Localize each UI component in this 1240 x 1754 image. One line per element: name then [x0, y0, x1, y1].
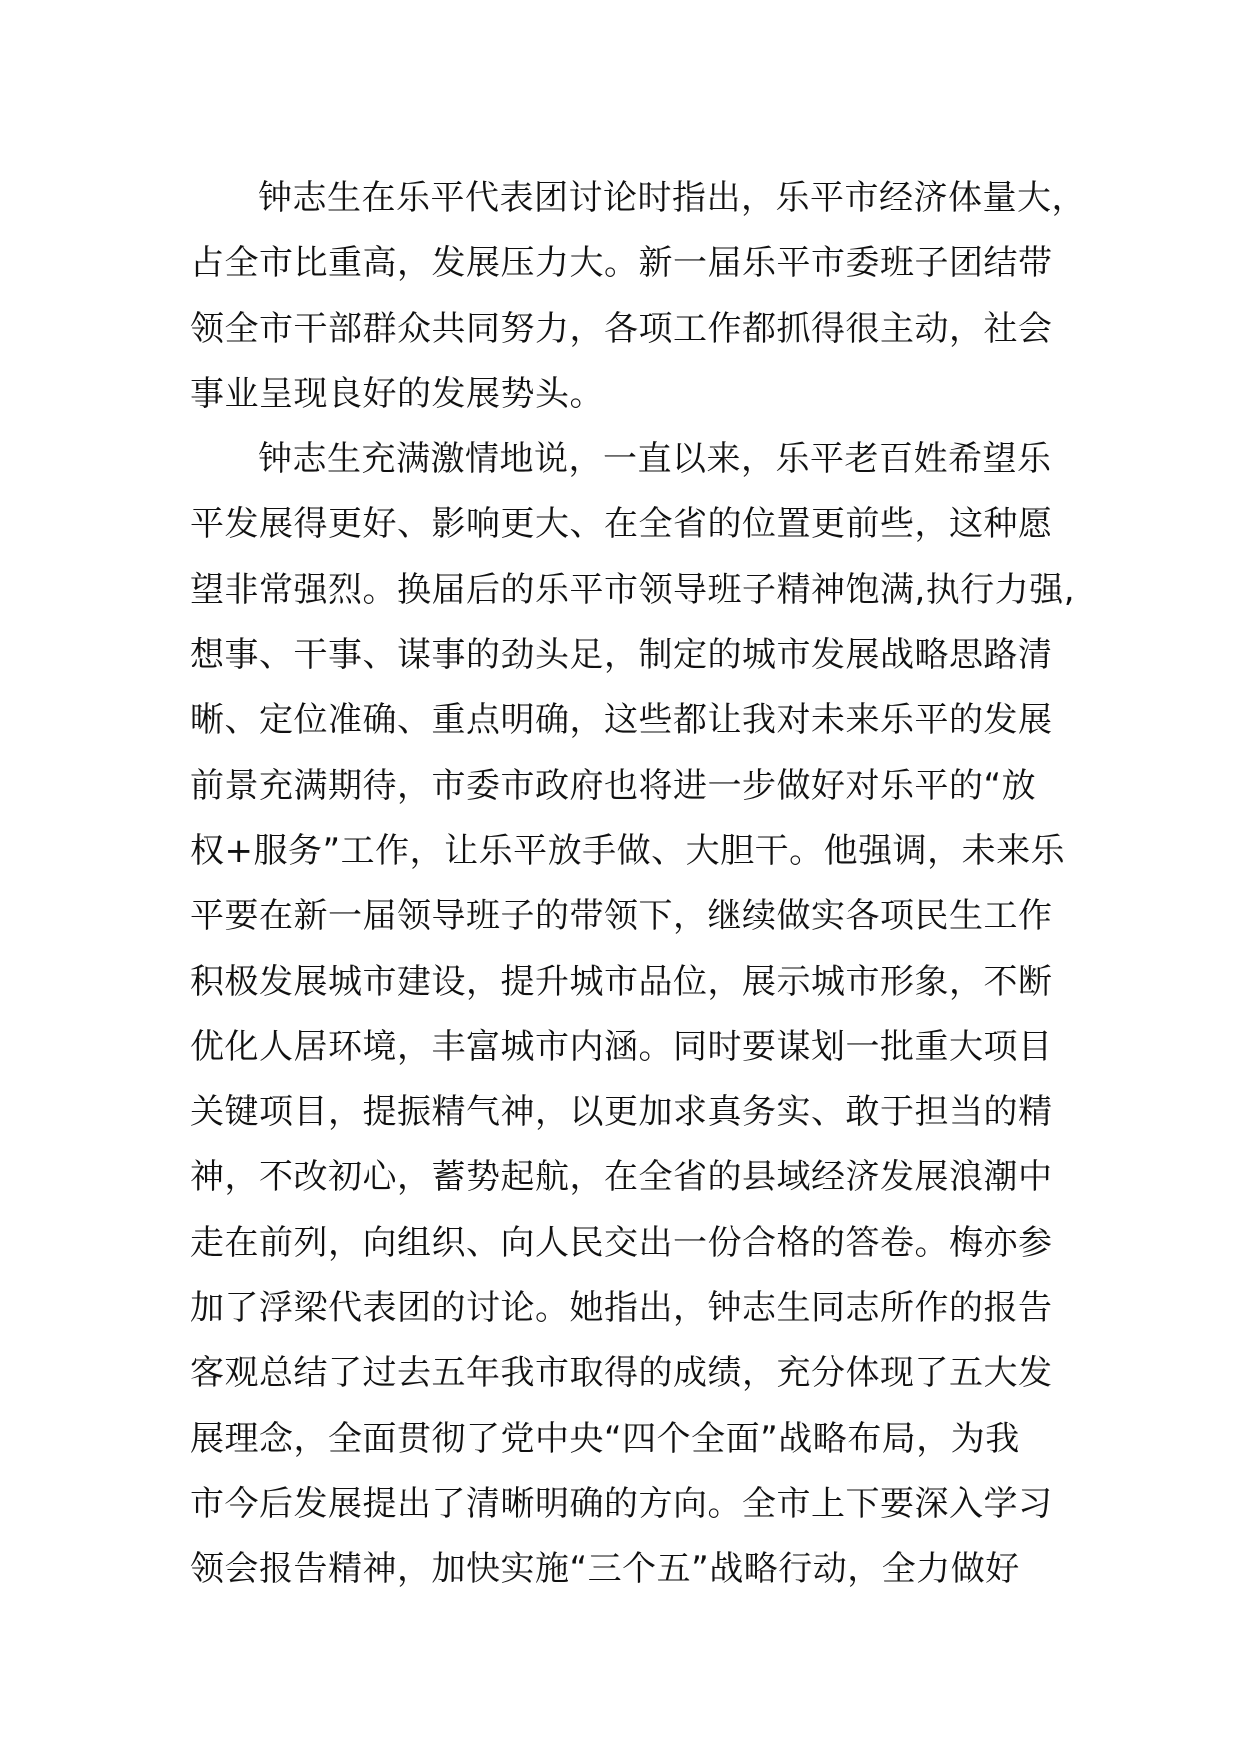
text-line: 积极发展城市建设，提升城市品位，展示城市形象，不断 — [190, 961, 1053, 1002]
text-line: 事业呈现良好的发展势头。 — [190, 373, 604, 414]
text-line: 展理念，全面贯彻了党中央“四个全面”战略布局，为我 — [190, 1418, 1020, 1459]
document-page — [190, 166, 1090, 1603]
text-line: 前景充满期待，市委市政府也将进一步做好对乐平的“放 — [190, 765, 1037, 806]
text-line: 平要在新一届领导班子的带领下，继续做实各项民生工作 — [190, 896, 1053, 937]
text-line: 望非常强烈。换届后的乐平市领导班子精神饱满,执行力强, — [190, 569, 1076, 610]
text-line: 领全市干部群众共同努力，各项工作都抓得很主动，社会 — [190, 308, 1053, 349]
text-line: 钟志生在乐平代表团讨论时指出，乐平市经济体量大， — [258, 178, 1086, 218]
text-line: 市今后发展提出了清晰明确的方向。全市上下要深入学习 — [190, 1483, 1053, 1524]
paragraph-1 — [190, 166, 1090, 427]
text-line: 占全市比重高，发展压力大。新一届乐平市委班子团结带 — [190, 243, 1053, 284]
text-line: 晰、定位准确、重点明确，这些都让我对未来乐平的发展 — [190, 700, 1053, 741]
text-line: 客观总结了过去五年我市取得的成绩，充分体现了五大发 — [190, 1353, 1053, 1394]
text-line: 关键项目，提振精气神，以更加求真务实、敢于担当的精 — [190, 1092, 1053, 1133]
text-line: 权+服务”工作，让乐平放手做、大胆干。他强调，未来乐 — [190, 830, 1066, 871]
text-line: 加了浮梁代表团的讨论。她指出，钟志生同志所作的报告 — [190, 1288, 1053, 1329]
text-line: 钟志生充满激情地说，一直以来，乐平老百姓希望乐 — [258, 439, 1052, 480]
text-line: 领会报告精神，加快实施“三个五”战略行动，全力做好 — [190, 1549, 1020, 1590]
text-line: 平发展得更好、影响更大、在全省的位置更前些，这种愿 — [190, 504, 1053, 545]
text-line: 神，不改初心，蓄势起航，在全省的县域经济发展浪潮中 — [190, 1157, 1053, 1198]
paragraph-2 — [190, 427, 1090, 1602]
text-line: 走在前列，向组织、向人民交出一份合格的答卷。梅亦参 — [190, 1222, 1053, 1263]
text-line: 想事、干事、谋事的劲头足，制定的城市发展战略思路清 — [190, 635, 1053, 676]
text-line: 优化人居环境，丰富城市内涵。同时要谋划一批重大项目 — [190, 1026, 1053, 1067]
